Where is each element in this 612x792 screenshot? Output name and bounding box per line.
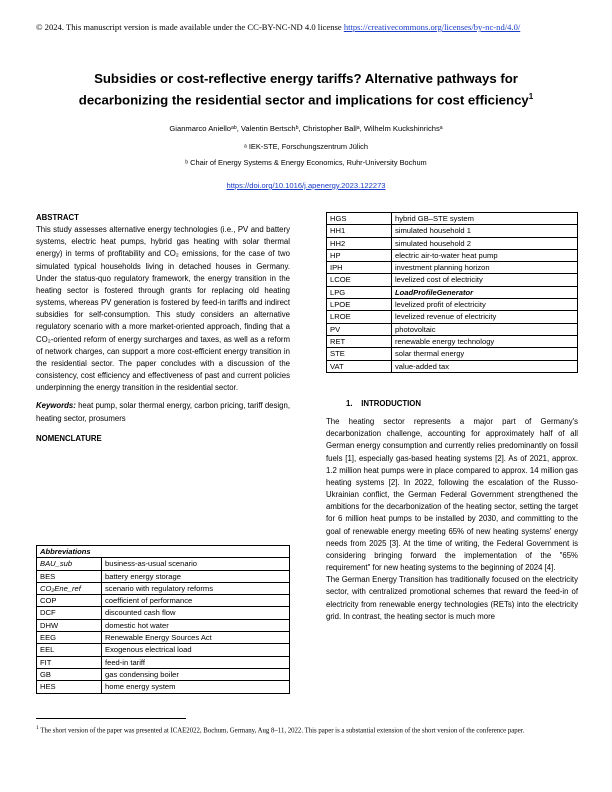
author-list: Gianmarco Anielloᵃᵇ, Valentin Bertschᵇ, Christopher Ballᵃ, Wilhelm Kuckshinrichsᵃ <box>169 124 443 133</box>
doi <box>60 181 552 190</box>
right-column <box>326 398 578 623</box>
abbreviation-meaning: business-as-usual scenario <box>102 558 290 570</box>
abbreviation-meaning: gas condensing boiler <box>102 668 290 680</box>
footnote-text: The short version of the paper was presented at ICAE2022, Bochum, Germany, Aug 8–11, 2022. This paper is a substantial extension of the short version of the conference paper. <box>38 727 525 735</box>
keywords-text: heat pump, solar thermal energy, carbon pricing, tariff design, heating sector, prosumers <box>36 401 290 423</box>
abbreviation: VAT <box>327 360 392 372</box>
abbreviation: EEG <box>37 632 102 644</box>
license-text: © 2024. This manuscript version is made available under the CC-BY-NC-ND 4.0 license <box>36 22 344 32</box>
abbreviation-meaning: Renewable Energy Sources Act <box>102 632 290 644</box>
nomenclature-row <box>327 262 578 274</box>
footnote <box>36 724 576 735</box>
nomenclature-row <box>37 570 290 582</box>
abbreviation: RET <box>327 335 392 347</box>
abbreviation-meaning: simulated household 2 <box>392 237 578 249</box>
intro-paragraph-1: The heating sector represents a major part of Germany's decarbonization challenge, accounting for approximately half of all German energy consumption and currently relies predominantly on fossil fuels [1], especially gas-based heating systems [2]. As of 2021, approx. 1.2 million heat pumps were in place compared to approx. 14 million gas heating systems [2]. In 2022, following the escalation of the Russo-Ukrainian conflict, the German Federal Government strengthened the ambitions for the decarbonization of the heating sector, setting the target for 6 million heat pumps to be installed by 2030, and committing to the goal of renewable energy meeting 65% of new heating systems' energy needs from 2025 [3]. At the time of writing, the Federal Government is considering bringing forward the implementation of the "65% requirement" for new heating systems to the beginning of 2024 [4]. <box>326 417 578 573</box>
abbreviation: EEL <box>37 644 102 656</box>
affiliation-a: ᵃ IEK-STE, Forschungszentrum Jülich <box>244 142 368 151</box>
abbreviation: DHW <box>37 619 102 631</box>
abbreviation: HGS <box>327 213 392 225</box>
nomenclature-row <box>37 632 290 644</box>
nomenclature-row <box>37 595 290 607</box>
introduction-heading <box>346 398 578 410</box>
nomenclature-row <box>37 558 290 570</box>
affiliation-b: ᵇ Chair of Energy Systems & Energy Economics, Ruhr-University Bochum <box>185 158 427 167</box>
section-number: 1. <box>346 399 353 408</box>
abbreviation-meaning: home energy system <box>102 681 290 693</box>
abbreviation-meaning: battery energy storage <box>102 570 290 582</box>
abbreviation: LPG <box>327 286 392 298</box>
nomenclature-row <box>37 619 290 631</box>
abbreviation-meaning: domestic hot water <box>102 619 290 631</box>
abbreviation: LPOE <box>327 299 392 311</box>
nomenclature-row <box>327 348 578 360</box>
nomenclature-row <box>37 644 290 656</box>
footnote-mark: 1 <box>36 725 39 731</box>
keywords <box>36 400 290 424</box>
abbreviation-meaning: LoadProfileGenerator <box>392 286 578 298</box>
abbreviation-meaning: solar thermal energy <box>392 348 578 360</box>
nomenclature-row <box>37 668 290 680</box>
nomenclature-row <box>327 299 578 311</box>
nomenclature-row <box>327 360 578 372</box>
abbreviation: IPH <box>327 262 392 274</box>
paper-title-text: Subsidies or cost-reflective energy tariffs? Alternative pathways for decarbonizing the residential sector and implications for cost efficiency <box>78 71 529 108</box>
abbreviation-meaning: discounted cash flow <box>102 607 290 619</box>
abbreviation: BES <box>37 570 102 582</box>
nomenclature-table-left <box>36 545 290 694</box>
license-notice <box>36 22 576 33</box>
nomenclature-row <box>327 249 578 261</box>
table-header: Abbreviations <box>37 546 290 558</box>
license-link[interactable]: https://creativecommons.org/licenses/by-nc-nd/4.0/ <box>343 22 521 32</box>
abbreviation: DCF <box>37 607 102 619</box>
paper-title <box>50 70 562 109</box>
abbreviation: LCOE <box>327 274 392 286</box>
nomenclature-heading: NOMENCLATURE <box>36 433 102 443</box>
abbreviation: HH1 <box>327 225 392 237</box>
doi-link[interactable]: https://doi.org/10.1016/j.apenergy.2023.122273 <box>226 181 386 190</box>
abbreviation-meaning: coefficient of performance <box>102 595 290 607</box>
abbreviation: BAU_sub <box>37 558 102 570</box>
abbreviation: STE <box>327 348 392 360</box>
abbreviation-meaning: photovoltaic <box>392 323 578 335</box>
abbreviation-meaning: levelized profit of electricity <box>392 299 578 311</box>
abbreviation-meaning: Exogenous electrical load <box>102 644 290 656</box>
abbreviation: GB <box>37 668 102 680</box>
nomenclature-row <box>327 225 578 237</box>
abbreviation-meaning: value-added tax <box>392 360 578 372</box>
abbreviation-meaning: scenario with regulatory reforms <box>102 582 290 594</box>
abbreviation: HH2 <box>327 237 392 249</box>
abbreviation: FIT <box>37 656 102 668</box>
nomenclature-row <box>327 274 578 286</box>
abbreviation: HES <box>37 681 102 693</box>
abbreviation-meaning: renewable energy technology <box>392 335 578 347</box>
abbreviation-meaning: levelized cost of electricity <box>392 274 578 286</box>
abbreviation: PV <box>327 323 392 335</box>
abbreviation-meaning: feed-in tariff <box>102 656 290 668</box>
nomenclature-row <box>327 213 578 225</box>
intro-paragraph-2: The German Energy Transition has traditionally focused on the electricity sector, with centralized promotional schemes that reward the feed-in of electricity from renewable energy technologies (RETs) into the electricity grid. In contrast, the heating sector is much more <box>326 575 578 621</box>
nomenclature-row <box>37 681 290 693</box>
abbreviation-meaning: hybrid GB–STE system <box>392 213 578 225</box>
nomenclature-row <box>37 656 290 668</box>
title-footnote-mark: 1 <box>528 92 534 101</box>
abbreviation-meaning: investment planning horizon <box>392 262 578 274</box>
section-title: INTRODUCTION <box>361 399 421 408</box>
abstract-heading: ABSTRACT <box>36 213 79 222</box>
nomenclature-row <box>37 582 290 594</box>
nomenclature-row <box>327 237 578 249</box>
footnote-rule <box>36 718 186 719</box>
abbreviation: LROE <box>327 311 392 323</box>
nomenclature-table-right <box>326 212 578 373</box>
nomenclature-row <box>327 335 578 347</box>
nomenclature-row <box>327 323 578 335</box>
abbreviation-meaning: levelized revenue of electricity <box>392 311 578 323</box>
keywords-label: Keywords: <box>36 401 76 411</box>
nomenclature-row <box>327 286 578 298</box>
left-column <box>36 212 290 445</box>
nomenclature-row <box>327 311 578 323</box>
abstract-text: This study assesses alternative energy technologies (i.e., PV and battery systems, electric heat pumps, hybrid gas heating with solar thermal energy) in terms of profitability and CO₂ emissions, for the case of two simulated typical households living in detached houses in Germany. Under the status-quo regulatory framework, the energy transition in the heating sector is fostered through grants for replacing old heating systems, whereas PV generation is fostered by feed-in tariffs and indirect subsidies for self-consumption. This study considers an alternative regulatory scenario with a more market-oriented approach, finding that a CO₂-oriented reform of energy surcharges and taxes, as well as a reform of network charges, can support a more cost-efficient energy transition in the residential sector. The paper concludes with a discussion of the consistency, cost efficiency and effectiveness of past and current policies underpinning the energy transition in the residential sector. <box>36 225 290 393</box>
nomenclature-row <box>37 607 290 619</box>
abbreviation-meaning: electric air-to-water heat pump <box>392 249 578 261</box>
abbreviation: HP <box>327 249 392 261</box>
abbreviation: COP <box>37 595 102 607</box>
abbreviation-meaning: simulated household 1 <box>392 225 578 237</box>
abbreviation: CO₂Ene_ref <box>37 582 102 594</box>
